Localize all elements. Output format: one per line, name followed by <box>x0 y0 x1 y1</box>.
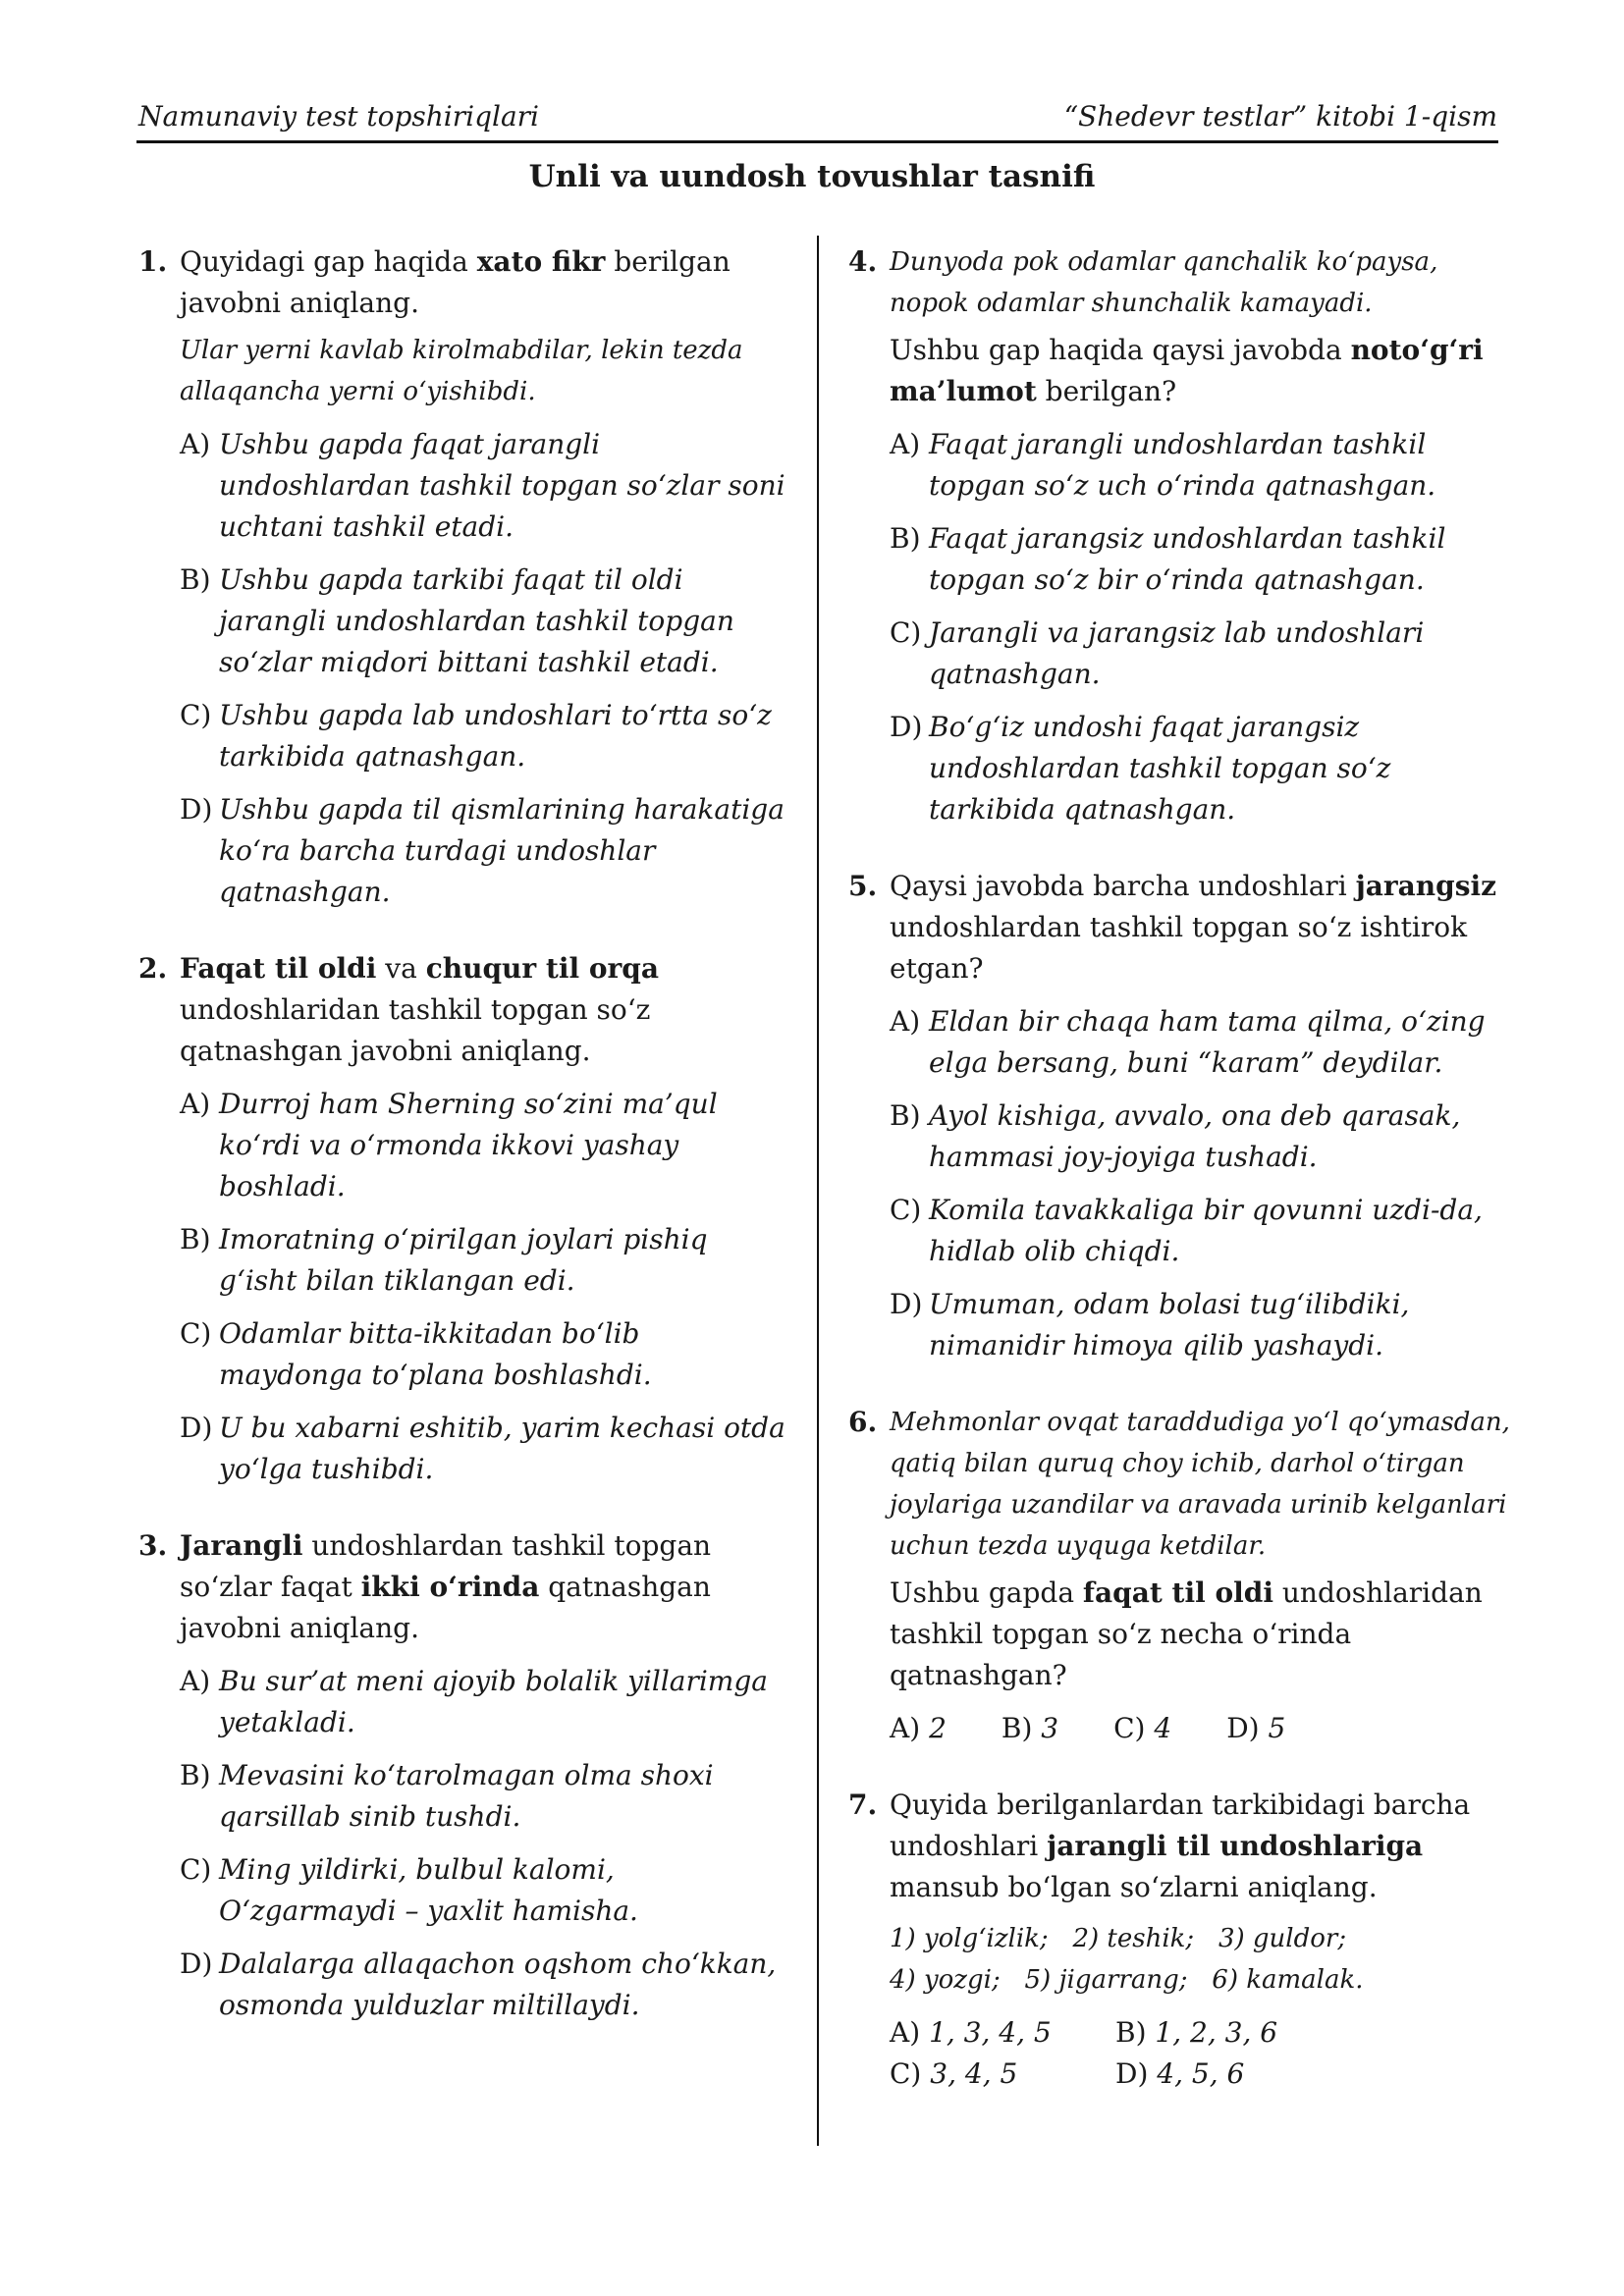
option-text: 4, 5, 6 <box>1157 2057 1245 2090</box>
option-text: Faqat jarangsiz undoshlardan tashkil topgan so‘z bir o‘rinda qatnashgan. <box>929 522 1446 596</box>
option-text: Durroj ham Sherning so‘zini ma’qul ko‘rdi va o‘rmonda ikkovi yashay boshladi. <box>219 1088 718 1202</box>
question-stem <box>890 1785 1516 1908</box>
question-stem <box>180 241 786 324</box>
question-number: 1. <box>138 245 168 278</box>
option-text: 4 <box>1154 1712 1172 1744</box>
stem-text: qatnashgan javobni aniqlang. <box>180 1571 711 1644</box>
option-letter: A) <box>890 2016 921 2049</box>
option-letter: B) <box>1001 1712 1033 1744</box>
option-b[interactable] <box>180 1219 786 1302</box>
option-b[interactable] <box>890 1095 1516 1178</box>
option-a[interactable] <box>180 424 786 548</box>
option-text: 1, 3, 4, 5 <box>929 2016 1052 2049</box>
stem-text: Qaysi javobda barcha undoshlari <box>890 870 1356 902</box>
option-d[interactable] <box>180 1944 786 2026</box>
option-text: Umuman, odam bolasi tug‘ilibdiki, nimanidir himoya qilib yashaydi. <box>929 1288 1410 1362</box>
option-b[interactable] <box>1115 2012 1341 2054</box>
stem-bold: jarangli til undoshlariga <box>1047 1830 1424 1862</box>
option-a[interactable] <box>890 424 1516 507</box>
stem-text: undoshlardan tashkil topgan so‘z ishtirok etgan? <box>890 911 1468 985</box>
option-letter: B) <box>890 1099 921 1132</box>
option-letter: A) <box>890 428 921 460</box>
option-b[interactable] <box>180 560 786 683</box>
question-stem <box>890 866 1516 989</box>
option-letter: D) <box>1226 1712 1260 1744</box>
option-text: Komila tavakkaliga bir qovunni uzdi-da, hidlab olib chiqdi. <box>929 1194 1483 1267</box>
question-number: 3. <box>138 1529 168 1562</box>
stem-bold: Jarangli <box>180 1529 303 1562</box>
option-text: 1, 2, 3, 6 <box>1155 2016 1278 2049</box>
question-number: 7. <box>848 1789 878 1821</box>
option-text: Jarangli va jarangsiz lab undoshlari qatnashgan. <box>929 616 1425 690</box>
question-number: 2. <box>138 952 168 985</box>
option-letter: D) <box>890 1288 923 1320</box>
stem-bold: jarangsiz <box>1355 870 1497 902</box>
option-letter: C) <box>890 616 922 649</box>
word-list-line: 4) yozgi; 5) jigarrang; 6) kamalak. <box>890 1965 1364 1995</box>
option-letter: B) <box>1115 2016 1147 2049</box>
option-letter: C) <box>890 1194 922 1226</box>
option-text: Dalalarga allaqachon oqshom cho‘kkan, osmonda yulduzlar miltillaydi. <box>219 1948 777 2021</box>
page-title: Unli va uundosh tovushlar tasnifi <box>528 159 1096 194</box>
option-text: Ushbu gapda til qismlarining harakatiga ko‘ra barcha turdagi undoshlar qatnashgan. <box>219 793 785 908</box>
option-a[interactable] <box>180 1084 786 1207</box>
question-stem <box>890 330 1516 412</box>
option-letter: C) <box>1113 1712 1146 1744</box>
option-c[interactable] <box>890 2054 1115 2095</box>
stem-text: mansub bo‘lgan so‘zlarni aniqlang. <box>890 1871 1378 1903</box>
option-letter: D) <box>180 1948 213 1980</box>
option-d[interactable] <box>180 1408 786 1490</box>
option-text: Bo‘g‘iz undoshi faqat jarangsiz undoshlardan tashkil topgan so‘z tarkibida qatnashgan. <box>929 711 1391 826</box>
option-text: Ayol kishiga, avvalo, ona deb qarasak, hammasi joy-joyiga tushadi. <box>929 1099 1461 1173</box>
question-stem <box>180 948 786 1072</box>
option-b[interactable] <box>1001 1708 1058 1749</box>
question-1 <box>138 241 786 913</box>
option-text: Ming yildirki, bulbul kalomi, O‘zgarmaydi – yaxlit hamisha. <box>219 1853 638 1927</box>
stem-bold: xato fikr <box>476 245 606 278</box>
example-sentence: Mehmonlar ovqat taraddudiga yo‘l qo‘ymasdan, qatiq bilan quruq choy ichib, darhol o‘tirgan joylariga uzandilar va aravada urinib kelganlari uchun tezda uyquga ketdilar. <box>890 1408 1510 1561</box>
question-7 <box>848 1785 1516 2095</box>
stem-text: Ushbu gapda <box>890 1576 1083 1609</box>
option-c[interactable] <box>180 695 786 777</box>
option-text: Ushbu gapda tarkibi faqat til oldi jarangli undoshlardan tashkil topgan so‘zlar miqdori bittani tashkil etadi. <box>219 563 734 678</box>
option-d[interactable] <box>1115 2054 1341 2095</box>
question-4 <box>848 241 1516 830</box>
stem-text: undoshlaridan tashkil topgan so‘z qatnashgan javobni aniqlang. <box>180 993 651 1067</box>
option-letter: A) <box>890 1005 921 1038</box>
option-text: Eldan bir chaqa ham tama qilma, o‘zing elga bersang, buni “karam” deydilar. <box>929 1005 1486 1079</box>
stem-text: undoshlaridan tashkil topgan so‘z necha o‘rinda qatnashgan? <box>890 1576 1483 1691</box>
header-rule <box>136 140 1498 143</box>
option-letter: D) <box>180 793 213 826</box>
option-letter: A) <box>180 1665 211 1697</box>
option-d[interactable] <box>1226 1708 1285 1749</box>
option-letter: B) <box>180 1223 211 1255</box>
word-list <box>890 1918 1516 2001</box>
question-number: 5. <box>848 870 878 902</box>
option-letter: C) <box>180 1317 212 1350</box>
option-a[interactable] <box>890 1708 947 1749</box>
option-b[interactable] <box>890 518 1516 601</box>
option-letter: C) <box>180 1853 212 1886</box>
header-right: “Shedevr testlar” kitobi 1-qism <box>1063 100 1497 133</box>
stem-text: va <box>376 952 426 985</box>
stem-text: Ushbu gap haqida qaysi javobda <box>890 334 1351 366</box>
option-letter: B) <box>180 563 211 596</box>
option-d[interactable] <box>890 1284 1516 1366</box>
option-letter: B) <box>890 522 921 555</box>
question-3 <box>138 1525 786 2026</box>
option-text: 2 <box>929 1712 947 1744</box>
option-a[interactable] <box>890 1001 1516 1084</box>
option-letter: C) <box>180 699 212 731</box>
option-c[interactable] <box>1113 1708 1171 1749</box>
option-text: Imoratning o‘pirilgan joylari pishiq g‘isht bilan tiklangan edi. <box>219 1223 708 1297</box>
stem-bold: Faqat til oldi <box>180 952 377 985</box>
option-letter: A) <box>890 1712 921 1744</box>
stem-text: berilgan javobni aniqlang. <box>180 245 731 319</box>
right-column <box>848 241 1516 2130</box>
word-list-line: 1) yolg‘izlik; 2) teshik; 3) guldor; <box>890 1924 1347 1953</box>
question-6 <box>848 1402 1516 1749</box>
option-letter: D) <box>890 711 923 743</box>
option-c[interactable] <box>890 1190 1516 1272</box>
question-stem <box>890 1573 1516 1696</box>
stem-bold: noto‘g‘ri ma’lumot <box>890 334 1484 407</box>
stem-bold: chuqur til orqa <box>425 952 659 985</box>
stem-text: Quyidagi gap haqida <box>180 245 477 278</box>
option-d[interactable] <box>180 789 786 913</box>
option-a[interactable] <box>180 1661 786 1743</box>
options-row <box>890 1708 1516 1749</box>
option-text: 5 <box>1268 1712 1286 1744</box>
option-text: Odamlar bitta-ikkitadan bo‘lib maydonga to‘plana boshlashdi. <box>219 1317 652 1391</box>
option-letter: D) <box>1115 2057 1149 2090</box>
stem-text: undoshlardan tashkil topgan so‘zlar faqat <box>180 1529 712 1603</box>
option-c[interactable] <box>890 613 1516 695</box>
option-text: Faqat jarangli undoshlardan tashkil topgan so‘z uch o‘rinda qatnashgan. <box>929 428 1436 502</box>
option-d[interactable] <box>890 707 1516 830</box>
option-letter: A) <box>180 1088 211 1120</box>
option-text: Ushbu gapda lab undoshlari to‘rtta so‘z tarkibida qatnashgan. <box>219 699 772 773</box>
option-b[interactable] <box>180 1755 786 1838</box>
example-sentence: Dunyoda pok odamlar qanchalik ko‘paysa, nopok odamlar shunchalik kamayadi. <box>890 247 1438 318</box>
option-letter: B) <box>180 1759 211 1791</box>
question-stem <box>180 1525 786 1649</box>
example-sentence: Ular yerni kavlab kirolmabdilar, lekin tezda allaqancha yerni o‘yishibdi. <box>180 336 743 406</box>
option-a[interactable] <box>890 2012 1115 2054</box>
stem-bold: faqat til oldi <box>1082 1576 1273 1609</box>
option-text: 3, 4, 5 <box>930 2057 1018 2090</box>
option-text: Mevasini ko‘tarolmagan olma shoxi qarsillab sinib tushdi. <box>219 1759 714 1833</box>
header-left: Namunaviy test topshiriqlari <box>138 100 539 133</box>
option-letter: C) <box>890 2057 922 2090</box>
option-text: Ushbu gapda faqat jarangli undoshlardan tashkil topgan so‘zlar soni uchtani tashkil etadi. <box>219 428 785 543</box>
option-c[interactable] <box>180 1313 786 1396</box>
stem-bold: ikki o‘rinda <box>360 1571 540 1603</box>
question-number: 4. <box>848 245 878 278</box>
option-letter: A) <box>180 428 211 460</box>
question-number: 6. <box>848 1406 878 1438</box>
options-grid <box>890 2012 1516 2095</box>
left-column <box>138 241 786 2061</box>
option-text: Bu sur’at meni ajoyib bolalik yillarimga yetakladi. <box>219 1665 768 1738</box>
option-letter: D) <box>180 1412 213 1444</box>
option-text: U bu xabarni eshitib, yarim kechasi otda yo‘lga tushibdi. <box>219 1412 785 1485</box>
question-5 <box>848 866 1516 1366</box>
option-text: 3 <box>1041 1712 1059 1744</box>
stem-text: Quyida berilganlardan tarkibidagi barcha undoshlari <box>890 1789 1471 1862</box>
column-divider <box>817 236 819 2146</box>
option-c[interactable] <box>180 1849 786 1932</box>
question-2 <box>138 948 786 1490</box>
stem-text: berilgan? <box>1036 375 1177 407</box>
